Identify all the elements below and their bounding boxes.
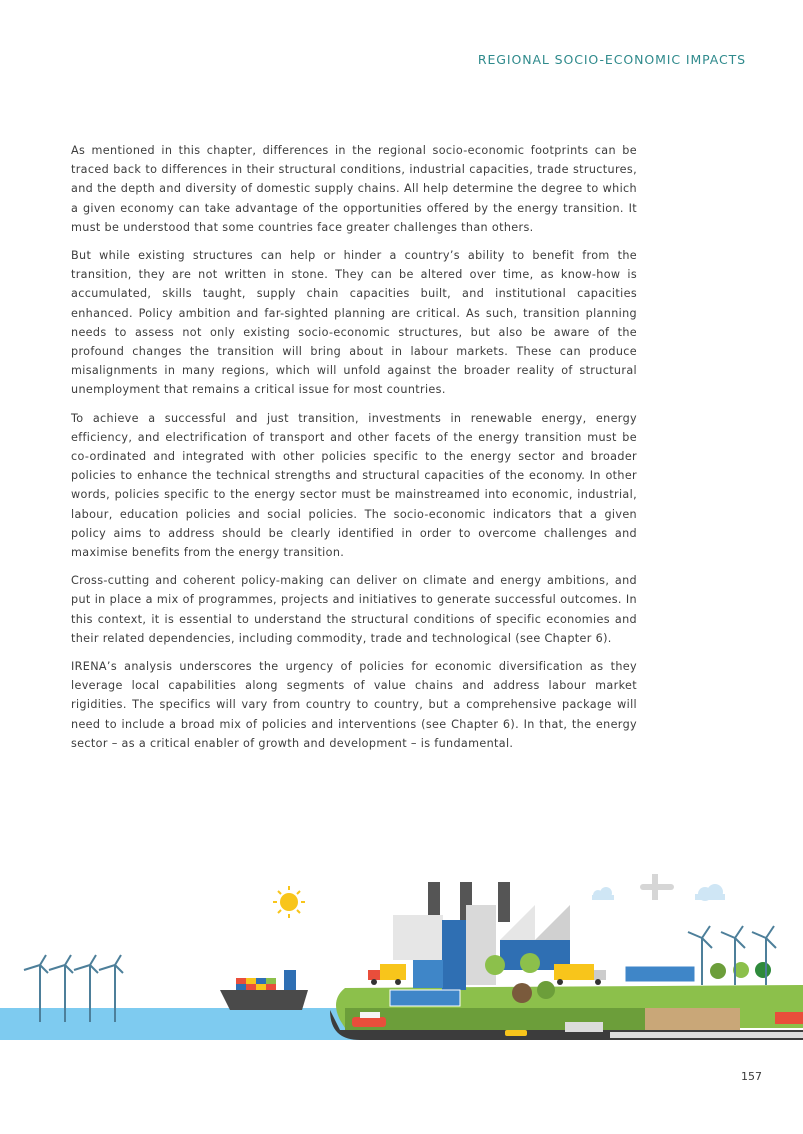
road-stripe bbox=[610, 1032, 803, 1038]
paragraph-4: Cross-cutting and coherent policy-making can deliver on climate and energy ambitions, and put in place a mix of programmes, projects and initiatives to generate successful outcomes. In this context, it is essential to understand the structural conditions of specific economies and their related dependencies, including commodity, trade and technological (see Chapter 6). bbox=[71, 574, 637, 645]
factory-icon bbox=[393, 882, 570, 990]
section-header: REGIONAL SOCIO-ECONOMIC IMPACTS bbox=[477, 52, 746, 67]
cargo-ship-icon bbox=[220, 970, 308, 1010]
page-number: 157 bbox=[741, 1070, 762, 1083]
paragraph-5: IRENA’s analysis underscores the urgency of policies for economic diversification as they leverage local capabilities along segments of value chains and address labour market rigidities. The specifics will vary from country to country, but a comprehensive package will need to include a broad mix of policies and interventions (see Chapter 6). In that, the energy sector – as a critical enabler of growth and development – is fundamental. bbox=[71, 660, 637, 750]
paragraph-2: But while existing structures can help or hinder a country’s ability to benefit from the transition, they are not written in stone. They can be altered over time, as know-how is accumulated, skills taught, supply chain capacities built, and institutional capacities enhanced. Policy ambition and far-sighted planning are critical. As such, transition planning needs to assess not only existing socio-economic structures, but also be aware of the profound changes the transition will bring about in labour markets. These can produce misalignments in many regions, which will unfold against the broader reality of structural unemployment that remains a critical issue for most countries. bbox=[71, 249, 637, 397]
body-text bbox=[71, 141, 637, 762]
sun-icon bbox=[273, 886, 305, 918]
energy-transition-landscape-illustration bbox=[0, 860, 803, 1050]
airplane-icon bbox=[640, 874, 674, 900]
paragraph-1: As mentioned in this chapter, differences in the regional socio-economic footprints can be traced back to differences in their structural conditions, industrial capacities, trade structures, and the depth and diversity of domestic supply chains. All help determine the degree to which a given economy can take advantage of the opportunities offered by the energy transition. It must be understood that some countries face greater challenges than others. bbox=[71, 144, 637, 234]
paragraph-3: To achieve a successful and just transition, investments in renewable energy, energy efficiency, and electrification of transport and other facets of the energy transition must be co-ordinated and integrated with other policies specific to the energy sector and broader policies to enhance the technical strengths and structural capacities of the economy. In other words, policies specific to the energy sector must be mainstreamed into economic, industrial, labour, education policies and social policies. The socio-economic indicators that a given policy aims to address should be clearly identified in order to overcome challenges and maximise benefits from the energy transition. bbox=[71, 411, 637, 560]
field bbox=[645, 1008, 740, 1030]
